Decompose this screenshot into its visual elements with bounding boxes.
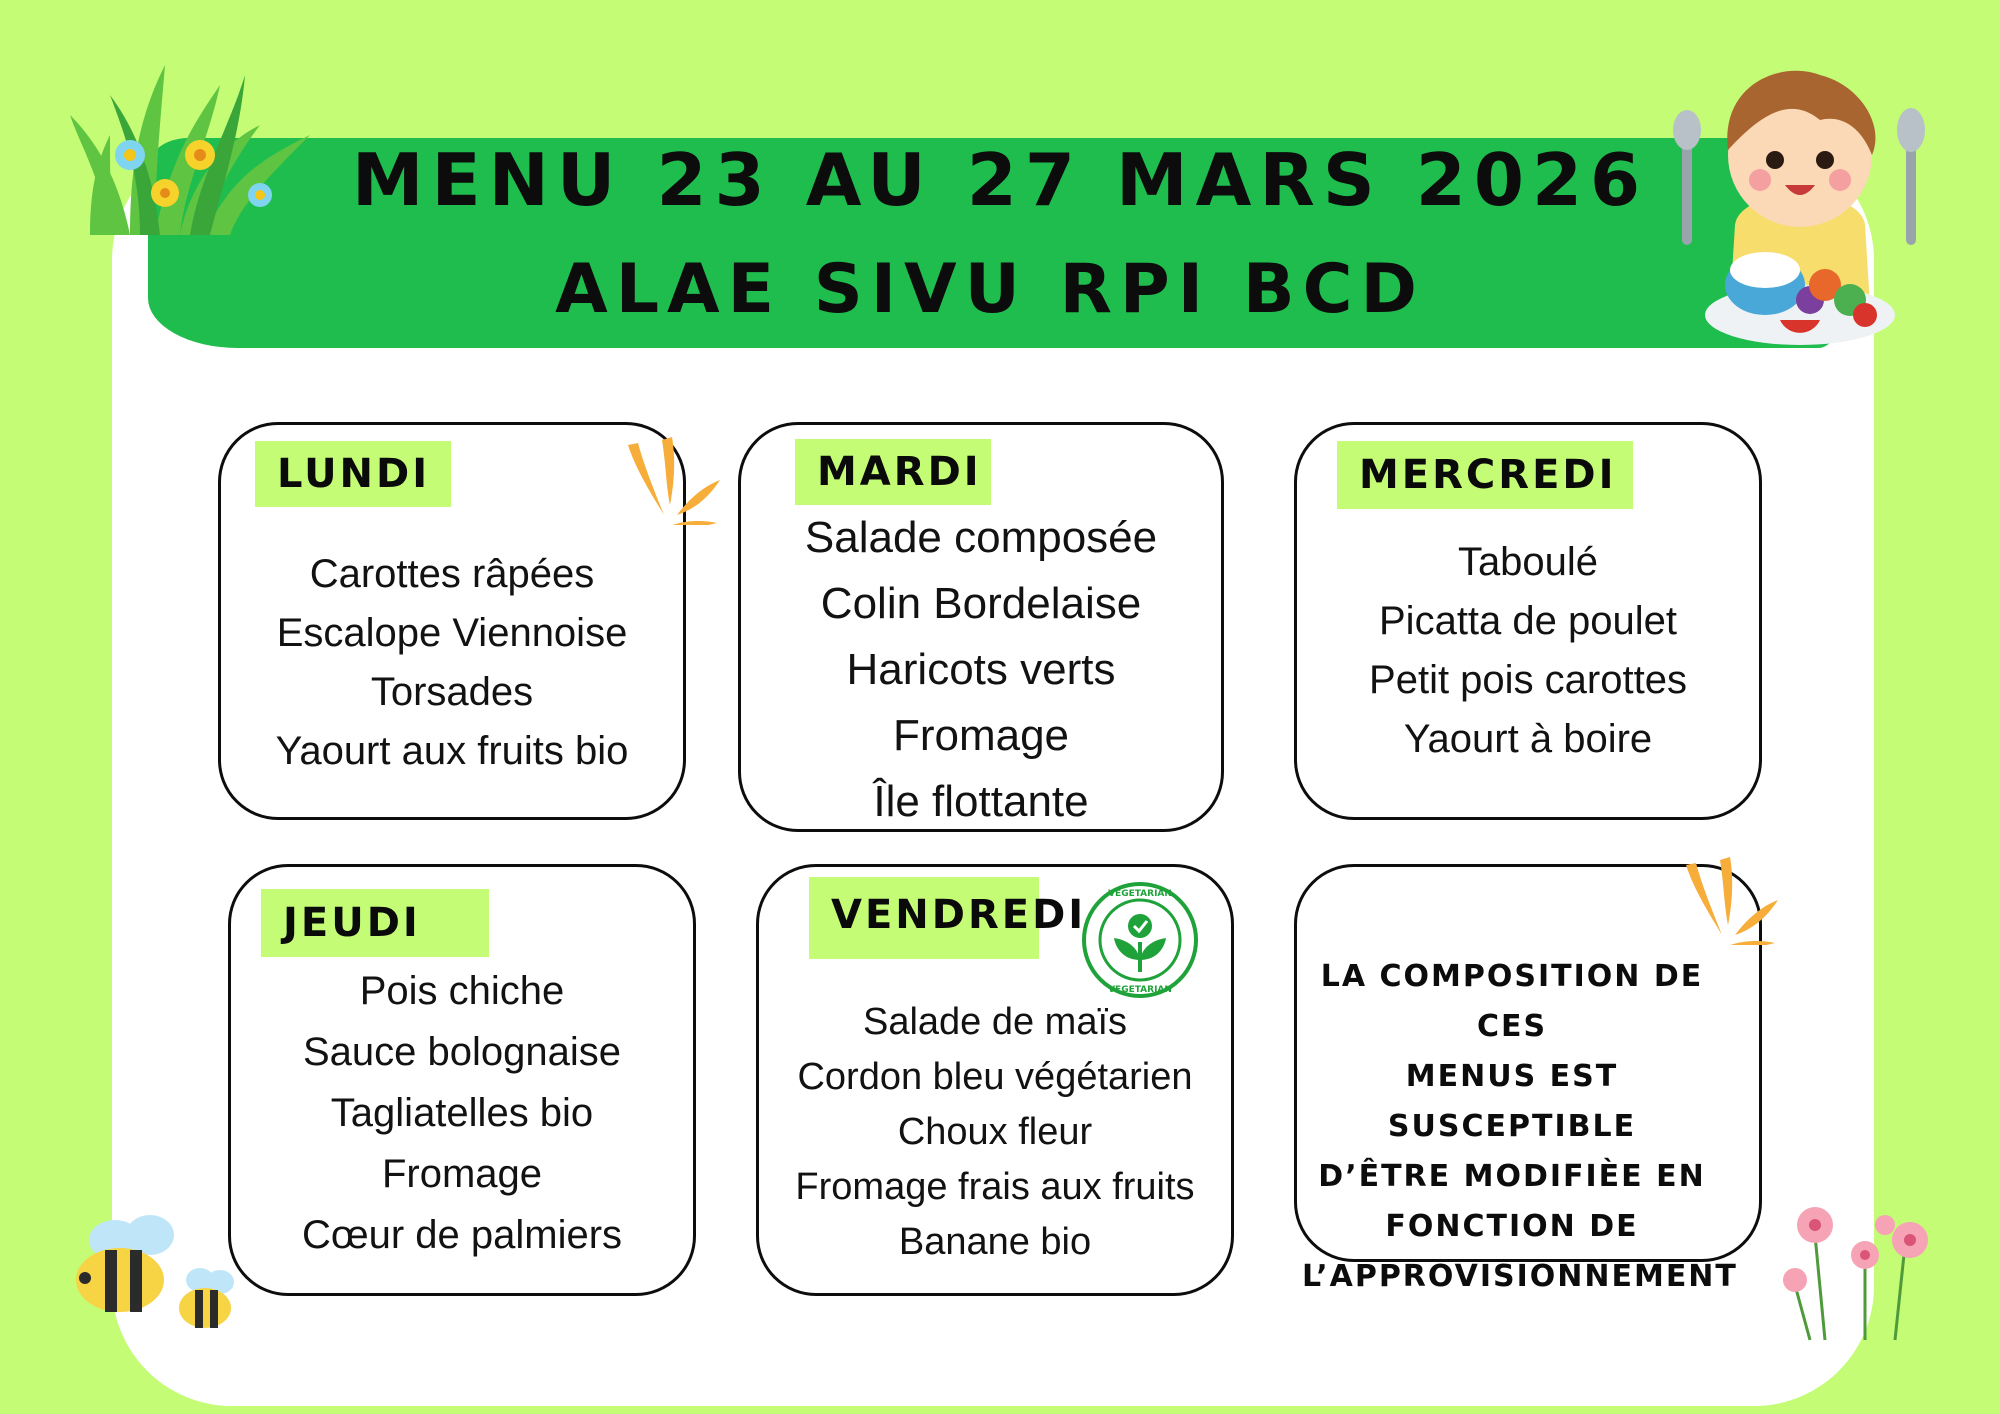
- day-label-lundi: LUNDI: [255, 441, 451, 507]
- vegetarian-badge-text-top: VEGETARIAN: [1108, 889, 1172, 899]
- menu-list-mercredi: [1297, 533, 1759, 769]
- menu-subtitle: ALAE SIVU RPI BCD: [555, 250, 1425, 329]
- grass-flowers-icon: [70, 55, 330, 235]
- menu-item: Choux fleur: [897, 1111, 1093, 1153]
- notice-line: L’APPROVISIONNEMENT: [1302, 1259, 1738, 1294]
- menu-list-vendredi: [759, 995, 1231, 1270]
- menu-item: Haricots verts: [846, 645, 1116, 694]
- menu-item: Pois chiche: [359, 969, 565, 1013]
- notice-line: LA COMPOSITION DE CES: [1320, 959, 1704, 1044]
- menu-title: MENU 23 AU 27 MARS 2026: [351, 138, 1649, 222]
- child-eating-icon: [1660, 55, 1940, 365]
- menu-item: Île flottante: [873, 777, 1089, 826]
- day-label-mardi: MARDI: [795, 439, 991, 505]
- notice-line: MENUS EST SUSCEPTIBLE: [1387, 1059, 1637, 1144]
- day-card-mercredi: [1294, 422, 1762, 820]
- notice-line: D’ÊTRE MODIFIÈE EN: [1318, 1159, 1706, 1194]
- day-card-mardi: [738, 422, 1224, 832]
- menu-item: Sauce bolognaise: [302, 1030, 622, 1074]
- notice-line: FONCTION DE: [1385, 1209, 1639, 1244]
- menu-item: Yaourt à boire: [1403, 717, 1653, 761]
- menu-item: Cordon bleu végétarien: [797, 1056, 1193, 1098]
- menu-item: Picatta de poulet: [1379, 599, 1677, 643]
- menu-item: Fromage: [381, 1152, 543, 1196]
- menu-item: Cœur de palmiers: [301, 1213, 623, 1257]
- day-card-lundi: [218, 422, 686, 820]
- menu-item: Torsades: [370, 670, 534, 714]
- menu-item: Carottes râpées: [309, 552, 595, 596]
- day-card-jeudi: [228, 864, 696, 1296]
- vegetarian-badge-text-bottom: VEGETARIAN: [1108, 985, 1172, 995]
- menu-item: Escalope Viennoise: [276, 611, 628, 655]
- menu-item: Tagliatelles bio: [330, 1091, 594, 1135]
- day-label-jeudi: JEUDI: [261, 889, 489, 957]
- day-label-mercredi: MERCREDI: [1337, 441, 1633, 509]
- menu-list-lundi: [221, 545, 683, 781]
- splash-icon: [1680, 845, 1780, 945]
- menu-item: Salade composée: [804, 513, 1158, 562]
- menu-item: Petit pois carottes: [1369, 658, 1687, 702]
- menu-item: Salade de maïs: [862, 1001, 1128, 1043]
- menu-item: Banane bio: [898, 1221, 1092, 1263]
- menu-item: Colin Bordelaise: [820, 579, 1142, 628]
- menu-item: Fromage frais aux fruits: [795, 1166, 1195, 1208]
- menu-item: Yaourt aux fruits bio: [275, 729, 629, 773]
- vegetarian-badge-icon: [1080, 880, 1200, 1000]
- menu-list-mardi: [741, 505, 1221, 835]
- menu-item: Taboulé: [1457, 540, 1599, 584]
- splash-icon: [622, 425, 722, 525]
- notice-text: [1302, 952, 1738, 1302]
- menu-list-jeudi: [231, 961, 693, 1266]
- bees-icon: [55, 1210, 235, 1330]
- pink-flowers-icon: [1775, 1195, 1945, 1345]
- day-label-vendredi: VENDREDI: [809, 877, 1039, 959]
- menu-item: Fromage: [892, 711, 1070, 760]
